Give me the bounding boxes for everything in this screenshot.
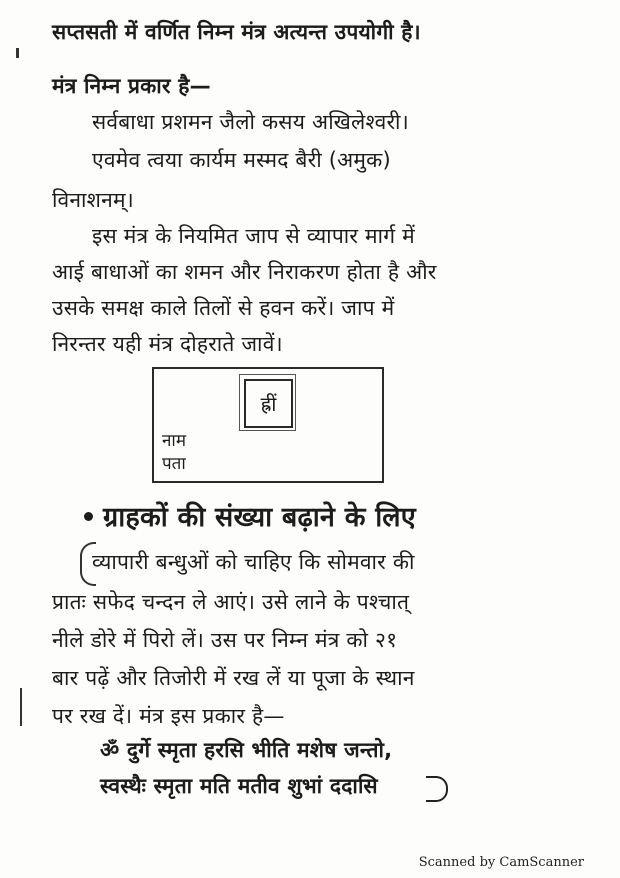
section-heading-text: ग्राहकों की संख्या बढ़ाने के लिए (103, 502, 416, 533)
text-line: बार पढ़ें और तिजोरी में रख लें या पूजा के स्थान (52, 666, 415, 690)
mantra-line: स्वस्थैः स्मृता मति मतीव शुभां ददासि (100, 774, 378, 798)
end-mark (426, 776, 448, 802)
diagram-center-text: ह्रीं (260, 392, 277, 416)
mantra-line: एवमेव त्वया कार्यम मस्मद बैरी (अमुक) (92, 148, 391, 172)
diagram-name-label: नाम (162, 431, 187, 451)
margin-mark-bottom (20, 688, 22, 726)
margin-mark-top (16, 48, 19, 58)
bullet-icon (84, 512, 93, 521)
mantra-line: सर्वबाधा प्रशमन जैलो कसय अखिलेश्वरी। (92, 110, 409, 134)
text-line: पर रख दें। मंत्र इस प्रकार है— (52, 704, 285, 728)
diagram-address-label: पता (162, 454, 186, 474)
text-line: निरन्तर यही मंत्र दोहराते जावें। (52, 332, 283, 356)
text-line: व्यापारी बन्धुओं को चाहिए कि सोमवार की (92, 550, 415, 574)
text-line: उसके समक्ष काले तिलों से हवन करें। जाप में (52, 296, 395, 320)
text-line: सप्तसती में वर्णित निम्न मंत्र अत्यन्त उपयोगी है। (52, 20, 421, 44)
text-line: प्रातः सफेद चन्दन ले आएं। उसे लाने के पश्चात् (52, 590, 410, 614)
scanner-watermark: Scanned by CamScanner (418, 855, 584, 870)
text-line: इस मंत्र के नियमित जाप से व्यापार मार्ग में (92, 224, 415, 248)
text-line: आई बाधाओं का शमन और निराकरण होता है और (52, 260, 437, 284)
yantra-diagram (152, 367, 384, 483)
mantra-line: ॐ दुर्गे स्मृता हरसि भीति मशेष जन्तो, (100, 738, 393, 762)
section-heading (84, 500, 416, 536)
diagram-center-box (244, 379, 293, 428)
text-line: नीले डोरे में पिरो लें। उस पर निम्न मंत्र को २१ (52, 628, 398, 652)
text-line: मंत्र निम्न प्रकार है— (52, 74, 211, 98)
text-line: विनाशनम्। (52, 188, 134, 212)
